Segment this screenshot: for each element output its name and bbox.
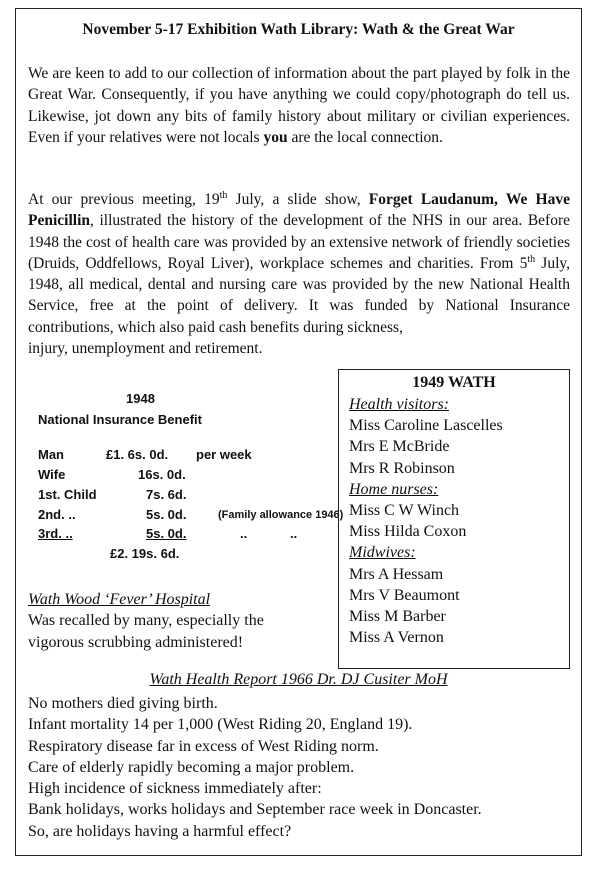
hospital-line: Was recalled by many, especially the <box>28 612 264 630</box>
staff-name: Mrs V Beaumont <box>349 586 460 604</box>
staff-name: Miss Hilda Coxon <box>349 523 467 541</box>
meeting-text-5: injury, unemployment and retirement. <box>28 340 263 358</box>
meeting-text-4: July, 1948, all medical, dental and nursing care was provided by the new National Health Service, free at the point of delivery. It was funded by National Insurance contributions, which also paid cash benefits during sickness, <box>28 254 570 336</box>
staff-name: Miss M Barber <box>349 608 446 626</box>
report-line: Care of elderly rapidly becoming a major problem. <box>28 758 355 776</box>
staff-name: Miss A Vernon <box>349 629 444 647</box>
report-line: No mothers died giving birth. <box>28 695 218 712</box>
benefit-row-who: 2nd. .. <box>38 507 76 522</box>
benefit-row-amount: 16s. 0d. <box>138 467 186 482</box>
intro-bold-word: you <box>263 128 288 146</box>
report-line: Respiratory disease far in excess of West Riding norm. <box>28 737 379 755</box>
page-title: November 5-17 Exhibition Wath Library: Wath & the Great War <box>82 21 515 38</box>
benefit-row-who: 1st. Child <box>38 487 97 502</box>
benefit-year: 1948 <box>126 391 155 406</box>
benefit-row-extra: per week <box>196 447 252 462</box>
benefit-row-amount: £1. 6s. 0d. <box>106 447 169 462</box>
meeting-text-2: July, a slide show, <box>227 191 369 208</box>
slide-show-title: Forget Laudanum, We Have Penicillin <box>28 191 570 230</box>
meeting-text-1: At our previous meeting, 19 <box>28 191 220 208</box>
health-report-heading: Wath Health Report 1966 Dr. DJ Cusiter MoH <box>149 671 448 688</box>
health-report-list <box>28 693 482 842</box>
ditto-marks: .. <box>240 526 248 541</box>
staff-name: Mrs R Robinson <box>349 459 455 477</box>
staff-name: Mrs A Hessam <box>349 565 444 583</box>
staff-name: Miss Caroline Lascelles <box>349 417 503 435</box>
benefit-total: £2. 19s. 6d. <box>110 546 180 561</box>
intro-text-a: We are keen to add to our collection of information about the part played by folk in the Great War. Consequently, if you have anything we could copy/photograph do tell us. Likewise, jot down any bits of family history about military or civilian experiences. Even if your relatives were not locals <box>28 65 570 146</box>
hospital-heading: Wath Wood ‘Fever’ Hospital <box>28 591 211 608</box>
ditto-marks: .. <box>290 526 298 541</box>
benefit-row-who: Man <box>38 447 64 462</box>
newsletter-frame <box>15 8 582 856</box>
box-heading: 1949 WATH <box>412 374 496 391</box>
meeting-paragraph <box>28 189 570 359</box>
family-allowance-note: (Family allowance 1946) <box>218 509 344 521</box>
meeting-sup-1: th <box>219 189 228 201</box>
benefit-title: National Insurance Benefit <box>38 412 202 427</box>
report-line: So, are holidays having a harmful effect? <box>28 822 292 840</box>
report-line: Infant mortality 14 per 1,000 (West Riding 20, England 19). <box>28 716 413 734</box>
fever-hospital-section <box>28 589 264 653</box>
benefit-row-amount: 5s. 0d. <box>146 526 187 541</box>
hospital-line: vigorous scrubbing administered! <box>28 633 244 651</box>
intro-paragraph <box>28 63 570 148</box>
benefit-row-amount: 7s. 6d. <box>146 487 187 502</box>
meeting-text-3: , illustrated the history of the development of the NHS in our area. Before 1948 the cost of health care was provided by an extensive network of friendly societies (Druids, Oddfellows, Royal Liver), workplace schemes and charities. From 5 <box>28 212 570 272</box>
benefit-row-who: Wife <box>38 467 66 482</box>
benefit-row-amount: 5s. 0d. <box>146 507 187 522</box>
report-line: Bank holidays, works holidays and September race week in Doncaster. <box>28 801 482 819</box>
benefit-row-who: 3rd. .. <box>38 526 73 541</box>
category-midwives: Midwives: <box>349 544 416 562</box>
report-line: High incidence of sickness immediately after: <box>28 780 322 798</box>
category-home-nurses: Home nurses: <box>349 480 439 498</box>
staff-name: Miss C W Winch <box>349 502 460 520</box>
staff-name: Mrs E McBride <box>349 438 450 456</box>
intro-text-b: are the local connection. <box>287 128 443 146</box>
wath-1949-staff-box <box>338 369 570 669</box>
meeting-sup-2: th <box>527 253 536 265</box>
category-health-visitors: Health visitors: <box>349 396 449 413</box>
